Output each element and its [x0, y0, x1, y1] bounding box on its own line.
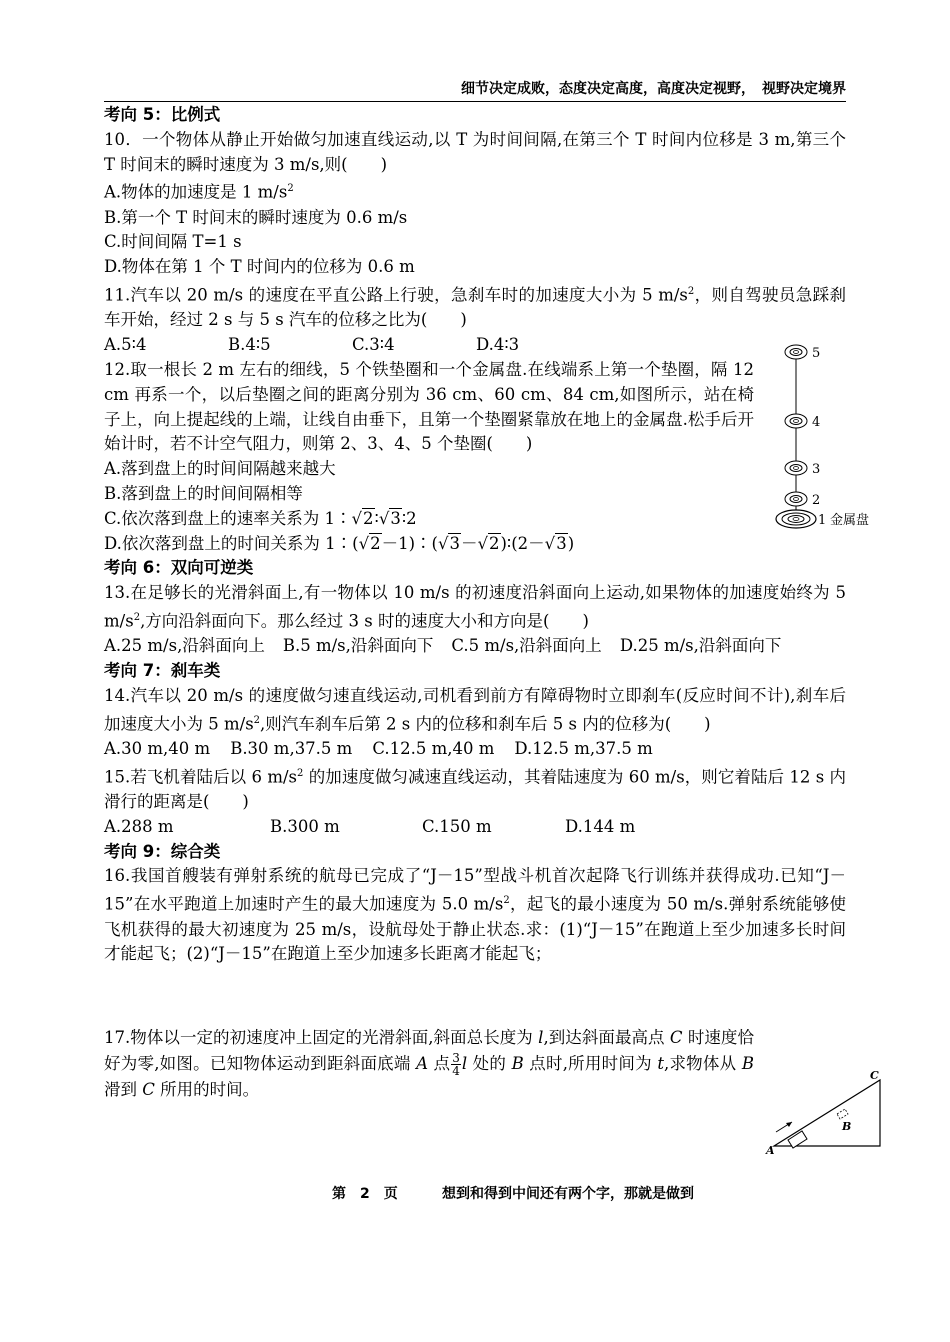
q13-stem	[104, 581, 846, 634]
q11-option-d: D.4∶3	[476, 335, 520, 355]
washer-label-3: 3	[812, 462, 821, 477]
q12-d-mid-1: －1)∶(	[381, 533, 438, 553]
washer-label-1: 1	[818, 513, 827, 528]
q16-stem-part1: 16.我国首艘装有弹射系统的航母已完成了“J－15”型战斗机首次起降飞行训练并获得成功.已知“J－15”在水平跑道上加速时产生的最大加速度为 5.0 m/s	[104, 866, 846, 914]
washer-label-2: 2	[812, 493, 821, 508]
q10-option-b: B.第一个 T 时间末的瞬时速度为 0.6 m/s	[104, 207, 408, 227]
q15-option-a: A.288 m	[104, 816, 174, 836]
washer-label-5: 5	[812, 346, 821, 361]
q17-text-9: 所用的时间。	[154, 1080, 260, 1100]
q12-d-radicand-1: 2	[370, 533, 381, 553]
q17-var-l: l	[538, 1028, 544, 1048]
q14-stem-part1: 14.汽车以 20 m/s 的速度做匀速直线运动,司机看到前方有障碍物时立即刹车(反应时间不计),刹车后加速度大小为 5 m/s	[104, 685, 846, 734]
q12-option-d: D.依次落到盘上的时间关系为 1∶(√2－1)∶(√3－√2)∶(2－√3)	[104, 533, 575, 553]
q15-option-c: C.150 m	[422, 816, 492, 836]
q14-stem-sup: 2	[253, 714, 261, 726]
q17-text-2: ,到达斜面最高点	[543, 1028, 670, 1048]
q17-fraction	[451, 1052, 461, 1077]
q14-stem	[104, 684, 846, 737]
q11-stem-part1: 11.汽车以 20 m/s 的速度在平直公路上行驶，急刹车时的加速度大小为 5 m/s	[104, 285, 688, 305]
q13-options	[104, 634, 846, 659]
q10-stem: 10．一个物体从静止开始做匀加速直线运动,以 T 为时间间隔,在第三个 T 时间内位移是 3 m,第三个 T 时间末的瞬时速度为 3 m/s,则( )	[104, 129, 846, 174]
q12-d-radicand-2: 3	[449, 533, 460, 553]
q17-var-b-2: B	[741, 1054, 754, 1074]
q15-option-b: B.300 m	[270, 816, 340, 836]
q17-text-7: ,求物体从	[663, 1054, 742, 1074]
q12-d-radicand-4: 3	[556, 533, 567, 553]
section-heading-7: 考向 7：刹车类	[104, 661, 221, 681]
q16-stem-sup: 2	[503, 895, 510, 907]
incline-triangle	[774, 1080, 880, 1146]
q12-option-c: C.依次落到盘上的速率关系为 1∶√2∶√3∶2	[104, 508, 417, 528]
q12-c-sep-1: ∶	[374, 508, 379, 528]
q12-stem: 12.取一根长 2 m 左右的细线，5 个铁垫圈和一个金属盘.在线端系上第一个垫圈，隔 12 cm 再系一个，以后垫圈之间的距离分别为 36 cm、60 cm、84 cm,如图所示，站在椅子上，向上提起线的上端，让线自由垂下，且第一个垫圈紧靠放在地上的金属盘.松手后开始计时，若不计空气阻力，则第 2、3、4、5 个垫圈( )	[104, 359, 754, 454]
washer-figure	[772, 338, 882, 538]
page-header-slogan: 细节决定成败，态度决定高度，高度决定视野， 视野决定境界	[461, 81, 846, 97]
q17-var-l-2: l	[461, 1054, 468, 1074]
q14-option-c: C.12.5 m,40 m	[372, 738, 495, 758]
q10-option-c: C.时间间隔 T=1 s	[104, 232, 242, 252]
washer-label-4: 4	[812, 415, 821, 430]
q15-option-d: D.144 m	[565, 816, 636, 836]
q17-fraction-denominator: 4	[452, 1064, 460, 1079]
q11-option-b: B.4∶5	[228, 335, 271, 355]
q12-d-mid-2: －	[460, 533, 478, 553]
q17-text-3: 时速度恰好为零,如图。已知物体运动到距斜面底端	[104, 1028, 754, 1074]
page-number: 第 2 页	[332, 1186, 398, 1202]
q12-c-sep-2: ∶2	[401, 508, 417, 528]
section-heading-9: 考向 9：综合类	[104, 841, 221, 861]
q15-stem	[104, 762, 846, 815]
incline-figure	[762, 1068, 892, 1156]
q17-var-c: C	[669, 1028, 683, 1048]
q17-var-a: A	[416, 1054, 429, 1074]
q14-option-b: B.30 m,37.5 m	[230, 738, 353, 758]
q13-option-d: D.25 m/s,沿斜面向下	[619, 636, 782, 656]
page-content	[104, 103, 846, 1103]
section-heading-6: 考向 6：双向可逆类	[104, 558, 254, 578]
q11-stem	[104, 280, 846, 333]
washer-4	[785, 414, 807, 428]
q10-option-d: D.物体在第 1 个 T 时间内的位移为 0.6 m	[104, 257, 415, 277]
q17-text-6: 点时,所用时间为	[523, 1054, 658, 1074]
q14-options	[104, 737, 846, 762]
incline-label-c: C	[870, 1069, 879, 1082]
header-rule	[104, 101, 846, 102]
q14-option-d: D.12.5 m,37.5 m	[514, 738, 653, 758]
q17-text-5: 处的	[467, 1054, 512, 1074]
q17-text-1: 17.物体以一定的初速度冲上固定的光滑斜面,斜面总长度为	[104, 1028, 539, 1048]
q12-d-radicand-3: 2	[489, 533, 500, 553]
washer-2	[785, 492, 807, 506]
incline-label-b: B	[842, 1120, 852, 1133]
q12-d-end: )	[567, 533, 575, 553]
q17-var-t: t	[657, 1054, 664, 1074]
q11-option-c: C.3∶4	[352, 335, 395, 355]
q16-stem	[104, 864, 846, 967]
washer-5	[785, 345, 807, 359]
q11-option-a: A.5∶4	[104, 335, 147, 355]
q11-options	[104, 333, 846, 358]
q12-c-radicand-1: 2	[363, 508, 374, 528]
q12-option-a: A.落到盘上的时间间隔越来越大	[104, 459, 336, 479]
q12-c-radicand-2: 3	[390, 508, 401, 528]
q12-d-mid-3: )∶(2－	[500, 533, 545, 553]
q13-stem-part2: ,方向沿斜面向下。那么经过 3 s 时的速度大小和方向是( )	[140, 611, 589, 631]
q17-text-8: 滑到	[104, 1080, 143, 1100]
section-heading-5: 考向 5：比例式	[104, 105, 221, 124]
footer-motto: 想到和得到中间还有两个字，那就是做到	[442, 1186, 694, 1202]
q12-d-prefix: D.依次落到盘上的时间关系为 1∶(	[104, 533, 359, 553]
q13-option-b: B.5 m/s,沿斜面向下	[282, 636, 434, 656]
q15-stem-sup: 2	[297, 767, 304, 779]
q13-option-a: A.25 m/s,沿斜面向上	[104, 636, 265, 656]
q14-stem-part2: ,则汽车刹车后第 2 s 内的位移和刹车后 5 s 内的位移为( )	[260, 714, 711, 734]
metal-plate-label: 金属盘	[830, 513, 870, 528]
q11-stem-sup: 2	[687, 286, 695, 298]
velocity-arrowhead-icon	[786, 1122, 792, 1127]
incline-label-a: A	[766, 1144, 775, 1156]
q15-stem-part1: 15.若飞机着陆后以 6 m/s	[104, 767, 298, 787]
answer-space	[104, 967, 846, 1025]
q17-var-b: B	[511, 1054, 524, 1074]
q13-option-c: C.5 m/s,沿斜面向上	[451, 636, 602, 656]
q16-stem-part2: ，起飞的最小速度为 50 m/s.弹射系统能够使飞机获得的最大初速度为 25 m/s，设航母处于静止状态.求：(1)“J－15”在跑道上至少加速多长时间才能起飞；(2)“J－15”在跑道上至少加速多长距离才能起飞；	[104, 894, 846, 964]
q15-stem-part2: 的加速度做匀减速直线运动，其着陆速度为 60 m/s，则它着陆后 12 s 内滑行的距离是( )	[104, 767, 846, 812]
q10-option-a-text: A.物体的加速度是 1 m/s	[104, 182, 288, 202]
q14-option-a: A.30 m,40 m	[104, 738, 211, 758]
q10-option-a-sup: 2	[287, 183, 294, 195]
metal-plate	[776, 510, 816, 528]
q12-c-prefix: C.依次落到盘上的速率关系为 1∶	[104, 508, 352, 528]
q13-stem-sup: 2	[133, 611, 141, 623]
q13-stem-part1: 13.在足够长的光滑斜面上,有一物体以 10 m/s 的初速度沿斜面向上运动,如果物体的加速度始终为 5 m/s	[104, 583, 846, 631]
washer-3	[785, 461, 807, 475]
q10-option-a	[104, 177, 846, 205]
q17-fraction-numerator: 3	[452, 1051, 460, 1066]
q17-var-c-2: C	[142, 1080, 155, 1100]
q17-stem	[104, 1025, 754, 1103]
q11-stem-part2: ，则自驾驶员急踩刹车开始，经过 2 s 与 5 s 汽车的位移之比为( )	[104, 285, 847, 330]
q12-option-b: B.落到盘上的时间间隔相等	[104, 483, 303, 503]
q17-text-4: 点	[428, 1054, 451, 1074]
q15-options	[104, 815, 846, 840]
